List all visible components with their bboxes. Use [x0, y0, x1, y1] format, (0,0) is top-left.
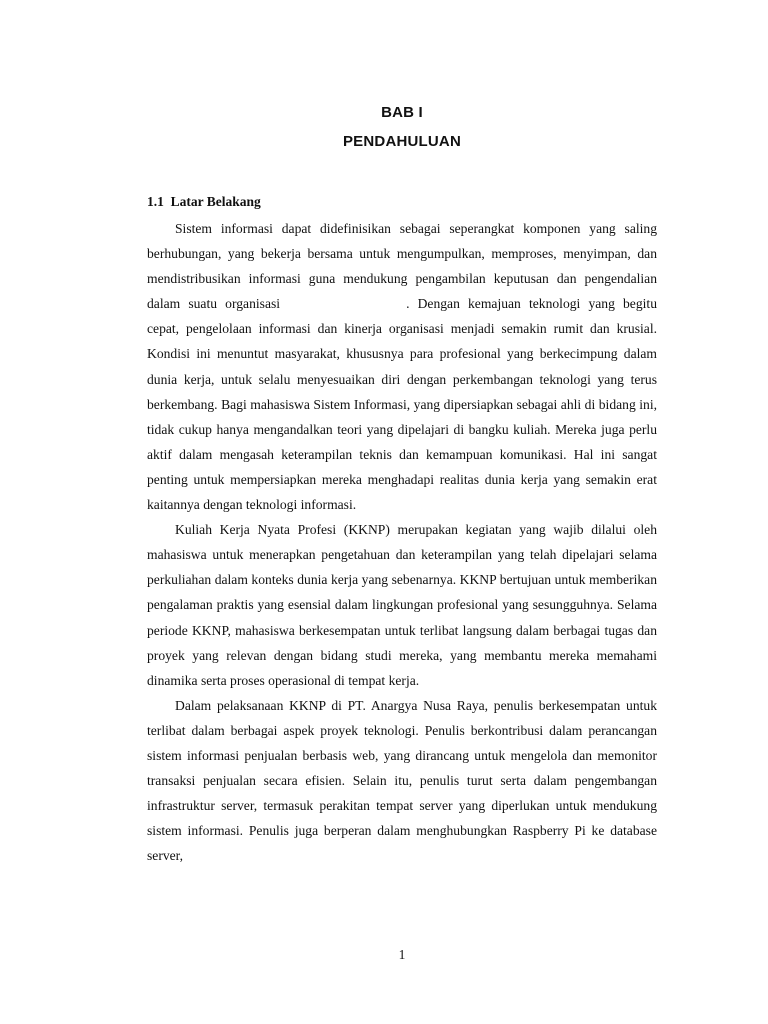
body-text [147, 216, 657, 868]
paragraph-1-text-a: Sistem informasi dapat didefinisikan sebagai seperangkat komponen yang saling berhubungan, yang bekerja bersama untuk mengumpulkan, memproses, menyimpan, dan mendistribusikan informasi guna mendukung pengambilan keputusan dan pengendalian dalam suatu organisasi [147, 221, 657, 312]
paragraph-2: Kuliah Kerja Nyata Profesi (KKNP) merupakan kegiatan yang wajib dilalui oleh mahasiswa untuk menerapkan pengetahuan dan keterampilan yang telah dipelajari selama perkuliahan dalam konteks dunia kerja yang sebenarnya. KKNP bertujuan untuk memberikan pengalaman praktis yang esensial dalam lingkungan profesional yang sesungguhnya. Selama periode KKNP, mahasiswa berkesempatan untuk terlibat langsung dalam berbagai tugas dan proyek yang relevan dengan bidang studi mereka, yang membantu mereka memahami dinamika serta proses operasional di tempat kerja. [147, 522, 657, 688]
section-heading: 1.1 Latar Belakang [147, 194, 261, 209]
paragraph-1-text-b: . Dengan kemajuan teknologi yang begitu cepat, pengelolaan informasi dan kinerja organisasi menjadi semakin rumit dan krusial. Kondisi ini menuntut masyarakat, khususnya para profesional yang berkecimpung dalam dunia kerja, untuk selalu menyesuaikan diri dengan perkembangan teknologi yang terus berkembang. Bagi mahasiswa Sistem Informasi, yang dipersiapkan sebagai ahli di bidang ini, tidak cukup hanya mengandalkan teori yang dipelajari di bangku kuliah. Mereka juga perlu aktif dalam mengasah keterampilan teknis dan kemampuan komunikasi. Hal ini sangat penting untuk mempersiapkan mereka menghadapi realitas dunia kerja yang semakin erat kaitannya dengan teknologi informasi. [147, 296, 657, 513]
chapter-title: PENDAHULUAN [342, 133, 462, 150]
paragraph-3: Dalam pelaksanaan KKNP di PT. Anargya Nusa Raya, penulis berkesempatan untuk terlibat dalam berbagai aspek proyek teknologi. Penulis berkontribusi dalam perancangan sistem informasi penjualan berbasis web, yang dirancang untuk mengelola dan memonitor transaksi penjualan secara efisien. Selain itu, penulis turut serta dalam pengembangan infrastruktur server, termasuk perakitan tempat server yang diperlukan untuk mendukung sistem informasi. Penulis juga berperan dalam menghubungkan Raspberry Pi ke database server, [147, 697, 657, 864]
paragraph-1 [147, 216, 657, 517]
page-number: 1 [398, 947, 406, 962]
chapter-number: BAB I [381, 104, 423, 121]
